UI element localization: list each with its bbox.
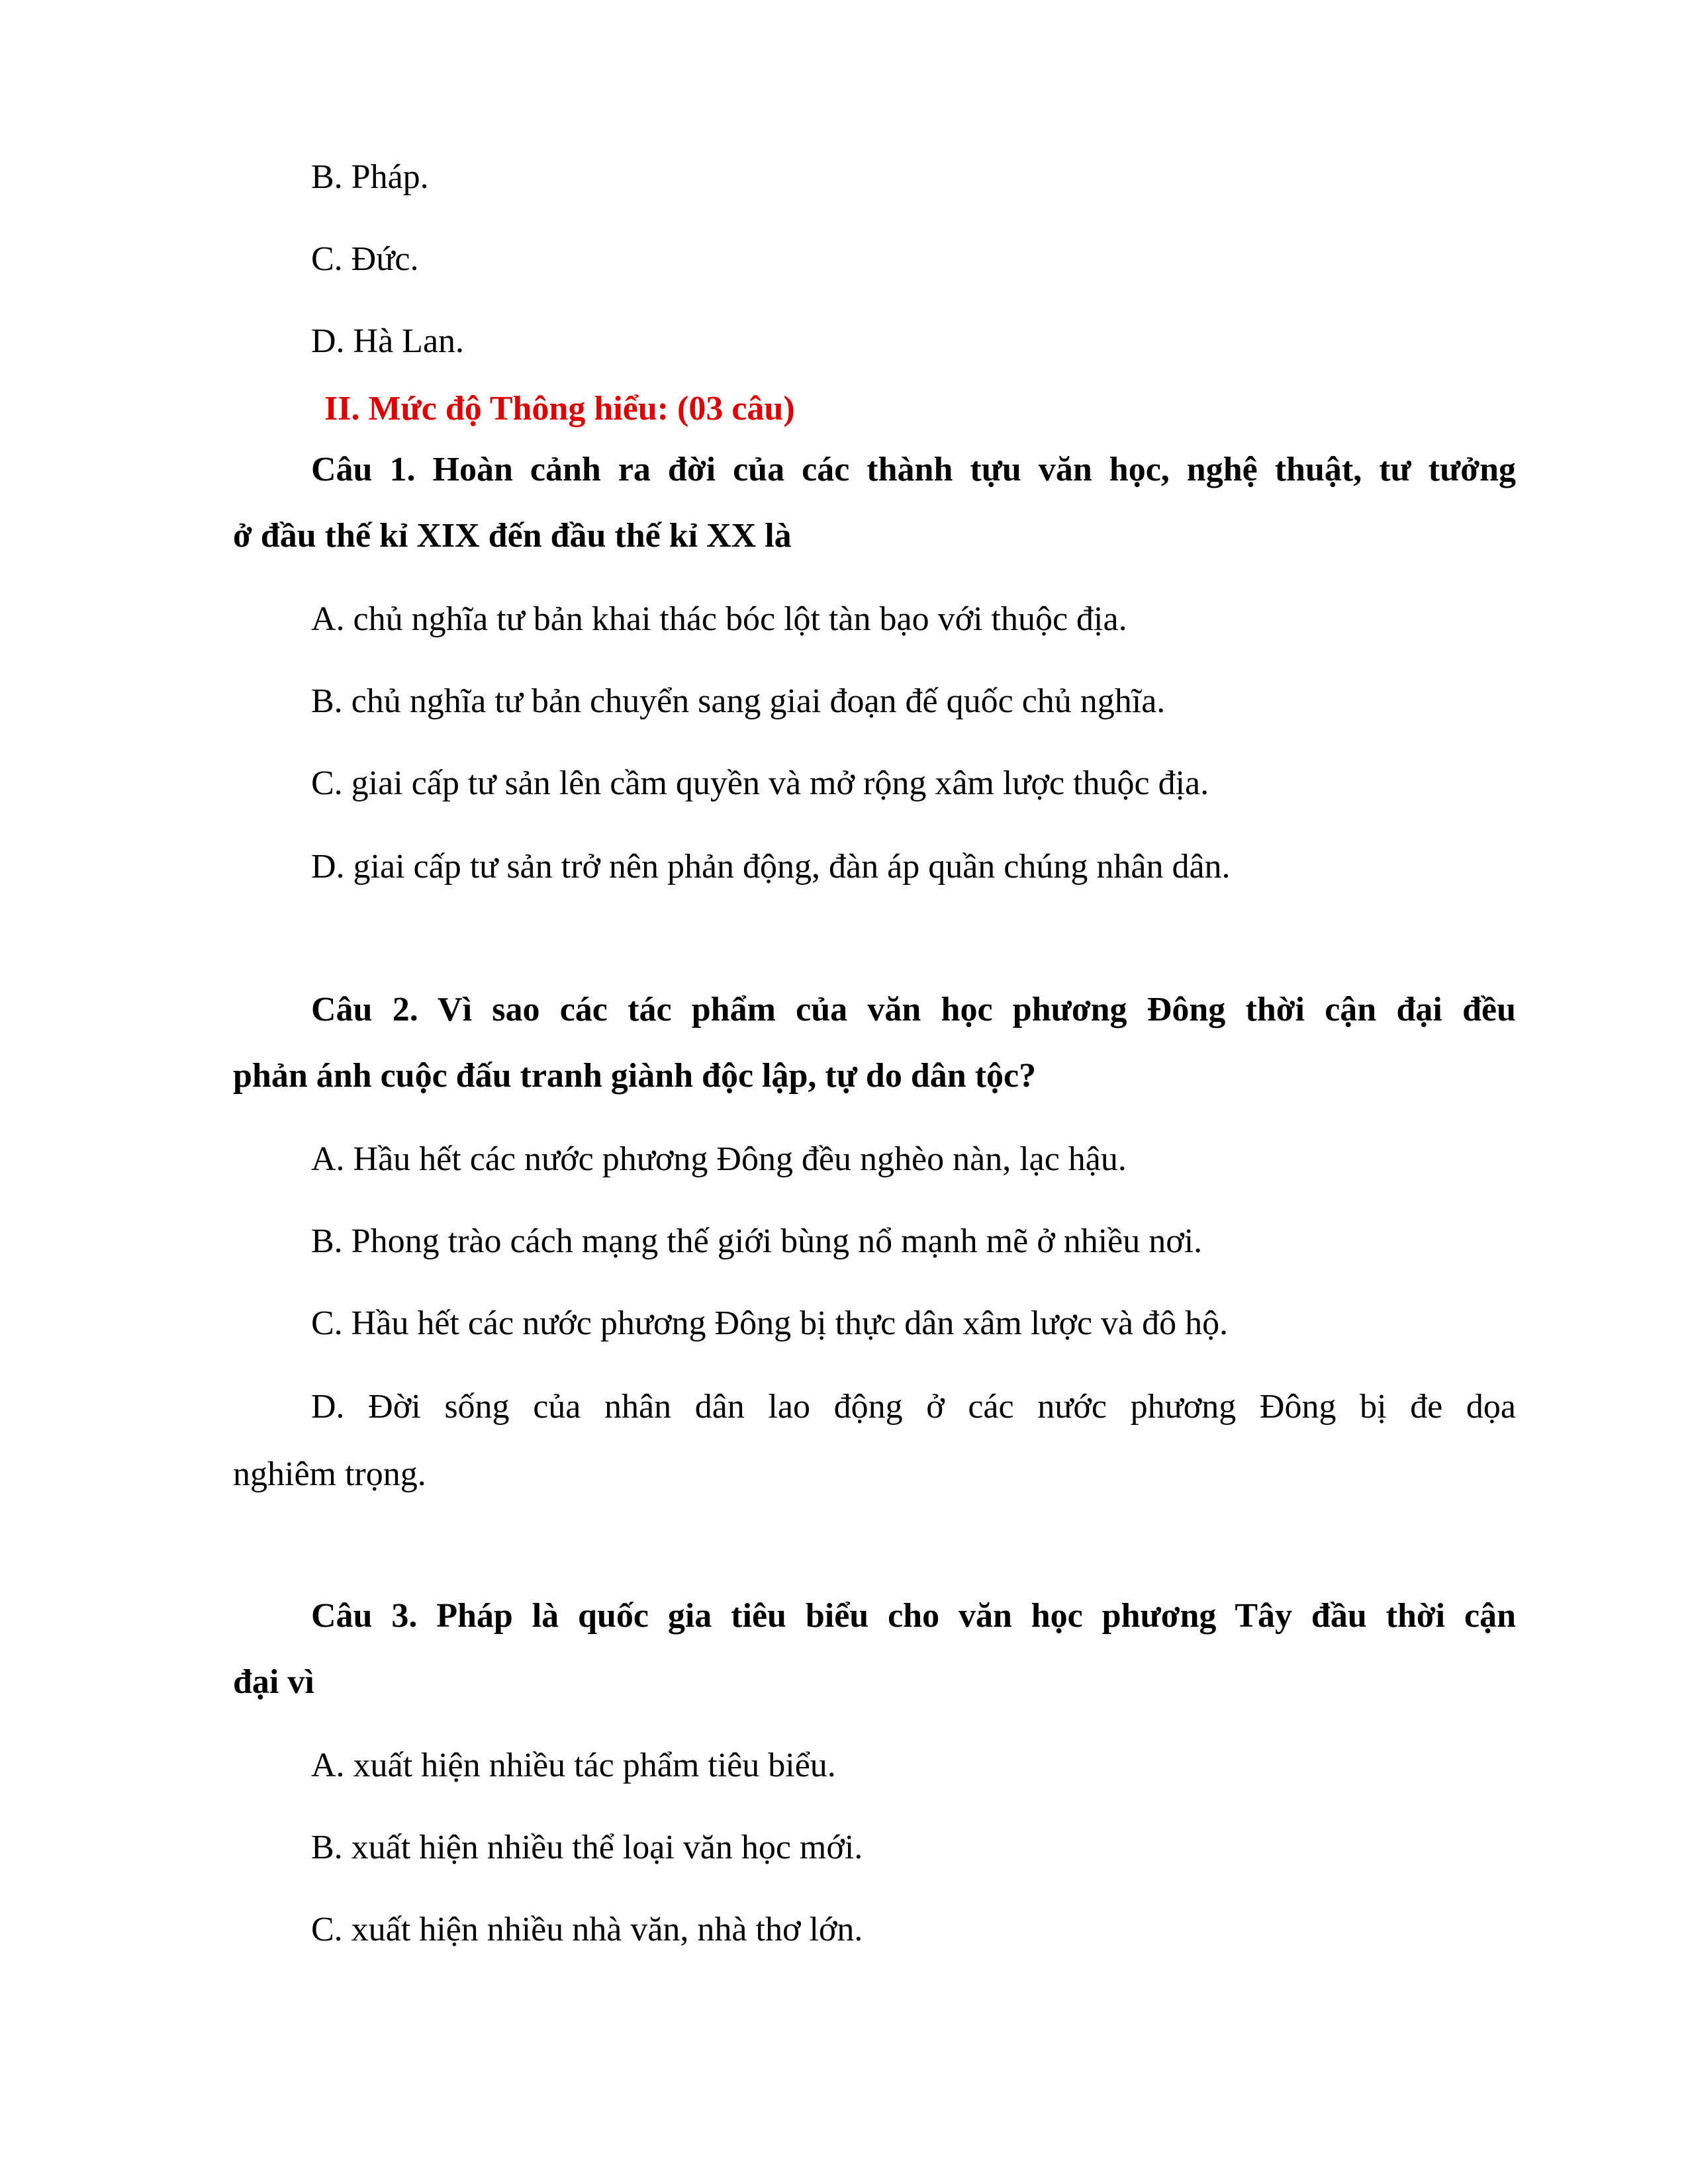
- question-2-option-b: B. Phong trào cách mạng thế giới bùng nổ mạnh mẽ ở nhiều nơi.: [311, 1222, 1203, 1260]
- question-2-option-c: C. Hầu hết các nước phương Đông bị thực dân xâm lược và đô hộ.: [311, 1304, 1229, 1342]
- question-2-option-a: A. Hầu hết các nước phương Đông đều nghèo nàn, lạc hậu.: [311, 1140, 1127, 1178]
- question-3-option-b: B. xuất hiện nhiều thể loại văn học mới.: [311, 1829, 863, 1866]
- question-2-option-d: D. Đời sống của nhân dân lao động ở các nước phương Đông bị đe dọa: [311, 1388, 1516, 1426]
- question-1-line-1: Câu 1. Hoàn cảnh ra đời của các thành tựu văn học, nghệ thuật, tư tưởng: [311, 451, 1516, 488]
- option-b-previous: B. Pháp.: [311, 158, 429, 196]
- option-c-previous: C. Đức.: [311, 240, 419, 278]
- question-1-option-b: B. chủ nghĩa tư bản chuyển sang giai đoạn đế quốc chủ nghĩa.: [311, 682, 1166, 720]
- section-heading: II. Mức độ Thông hiểu: (03 câu): [324, 390, 795, 428]
- question-3-line-1: Câu 3. Pháp là quốc gia tiêu biểu cho văn học phương Tây đầu thời cận: [311, 1597, 1516, 1635]
- question-1-line-2: ở đầu thế kỉ XIX đến đầu thế kỉ XX là: [233, 517, 792, 555]
- question-1-option-d: D. giai cấp tư sản trở nên phản động, đàn áp quần chúng nhân dân.: [311, 848, 1231, 886]
- question-2-line-2: phản ánh cuộc đấu tranh giành độc lập, tự do dân tộc?: [233, 1057, 1037, 1095]
- question-3-option-a: A. xuất hiện nhiều tác phẩm tiêu biểu.: [311, 1747, 836, 1784]
- question-1-option-c: C. giai cấp tư sản lên cầm quyền và mở rộng xâm lược thuộc địa.: [311, 764, 1209, 802]
- question-3-option-c: C. xuất hiện nhiều nhà văn, nhà thơ lớn.: [311, 1911, 863, 1948]
- question-2-line-1: Câu 2. Vì sao các tác phẩm của văn học phương Đông thời cận đại đều: [311, 991, 1516, 1028]
- question-1-option-a: A. chủ nghĩa tư bản khai thác bóc lột tàn bạo với thuộc địa.: [311, 600, 1127, 638]
- question-3-line-2: đại vì: [233, 1663, 314, 1701]
- option-d-previous: D. Hà Lan.: [311, 322, 465, 360]
- question-2-option-d-continued: nghiêm trọng.: [233, 1455, 426, 1493]
